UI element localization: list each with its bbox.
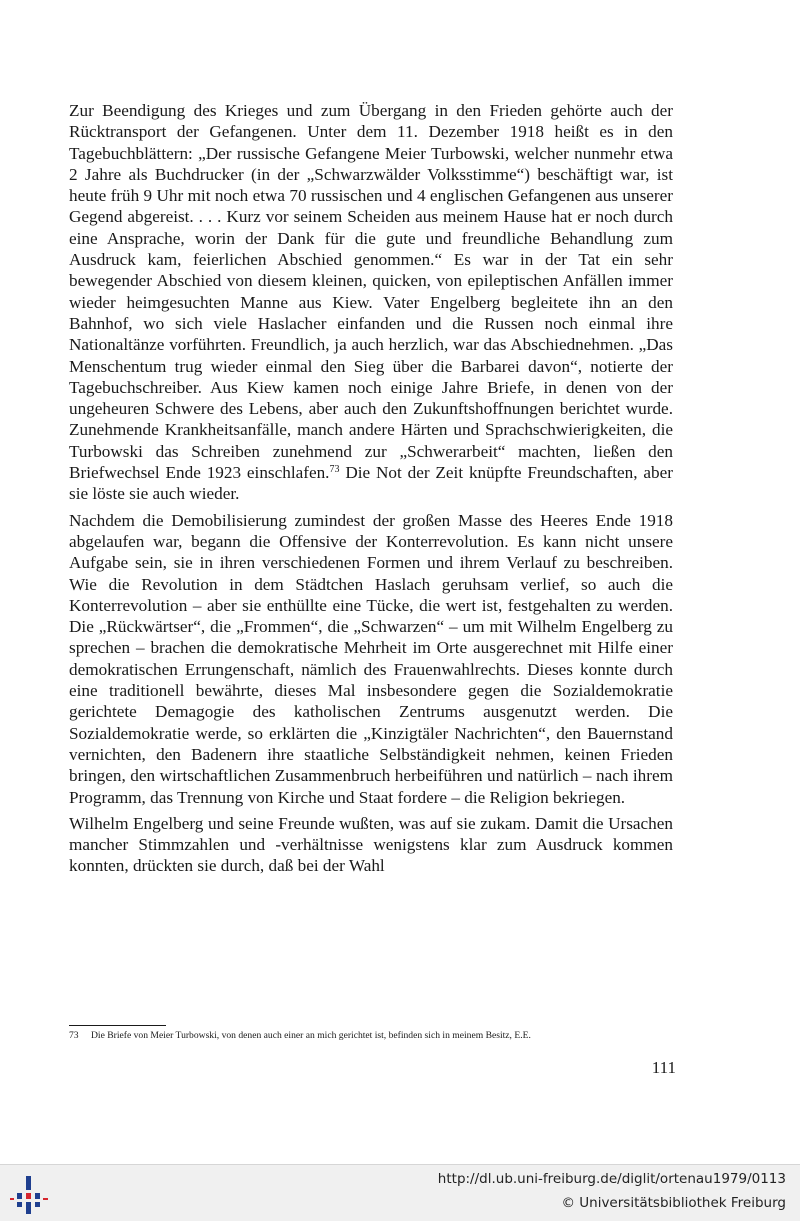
page-number: 111 xyxy=(651,1058,676,1077)
footnote-reference[interactable]: 73 xyxy=(329,464,340,476)
body-text xyxy=(69,100,673,877)
footnote-text: Die Briefe von Meier Turbowski, von denen auch einer an mich gerichtet ist, befinden sich in meinem Besitz, E.E. xyxy=(91,1030,531,1041)
footnote-number: 73 xyxy=(69,1030,79,1041)
footer-bar xyxy=(0,1164,800,1221)
paragraph-1-text: Zur Beendigung des Krieges und zum Übergang in den Frieden gehörte auch der Rücktransport der Gefangenen. Unter dem 11. Dezember 1918 heißt es in den Tagebuchblättern: „Der russische Gefangene Meier Turbowski, welcher nunmehr etwa 2 Jahre als Buchdrucker (in der „Schwarzwälder Volksstimme“) beschäftigt war, ist heute früh 9 Uhr mit noch etwa 70 russischen und 4 englischen Gefangenen aus unserer Gegend abgereist. . . . Kurz vor seinem Scheiden aus meinem Hause hat er noch durch eine Ansprache, worin der Dank für die gute und freundliche Behandlung zum Ausdruck kam, feierlichen Abschied genommen.“ Es war in der Tat ein sehr bewegender Abschied von diesem kleinen, quicken, von epileptischen Anfällen immer wieder heimgesuchten Manne aus Kiew. Vater Engelberg begleitete ihn an den Bahnhof, wo sich viele Haslacher einfanden und die Russen noch einmal ihre Nationaltänze vorführten. Freundlich, ja auch herzlich, war das Abschiednehmen. „Das Menschentum trug wieder einmal den Sieg über die Barbarei davon“, notierte der Tagebuchschreiber. Aus Kiew kamen noch einige Jahre Briefe, in denen von der ungeheuren Schwere des Lebens, aber auch den Zukunftshoffnungen berichtet wurde. Zunehmende Krankheitsanfälle, manch andere Härten und Sprachschwierigkeiten, die Turbowski das Schreiben zunehmend zur „Schwerarbeit“ machten, ließen den Briefwechsel Ende 1923 einschlafen. xyxy=(69,101,673,483)
paragraph-1 xyxy=(69,100,673,505)
footnote xyxy=(69,1030,675,1042)
paragraph-2: Nachdem die Demobilisierung zumindest der großen Masse des Heeres Ende 1918 abgelaufen war, begann die Offensive der Konterrevolution. Es kann nicht unsere Aufgabe sein, sie in ihren verschiedenen Formen und ihrem Verlauf zu beschreiben. Wie die Revolution in dem Städtchen Haslach geruhsam verlief, so auch die Konterrevolution – aber sie enthüllte eine Tücke, die wert ist, festgehalten zu werden. Die „Rückwärtser“, die „Frommen“, die „Schwarzen“ – um mit Wilhelm Engelberg zu sprechen – brachen die demokratische Mehrheit im Orte ausgerechnet mit Hilfe einer demokratischen Errungenschaft, nämlich des Frauenwahlrechts. Dieses konnte durch eine traditionell bewährte, dieses Mal insbesondere gegen die Sozialdemokratie gerichtete Demagogie des katholischen Zentrums ausgenutzt werden. Die Sozialdemokratie werde, so erklärten die „Kinzigtäler Nachrichten“, den Bauernstand vernichten, den Badenern ihre staatliche Selbständigkeit nehmen, keinen Frieden bringen, den wirtschaftlichen Zusammenbruch herbeiführen und natürlich – nach ihrem Programm, das Trennung von Kirche und Staat fordere – die Religion bekriegen. xyxy=(69,510,673,807)
ub-freiburg-logo-icon xyxy=(8,1173,52,1217)
paragraph-3: Wilhelm Engelberg und seine Freunde wußten, was auf sie zukam. Damit die Ursachen mancher Stimmzahlen und -verhältnisse wenigstens klar zum Ausdruck kommen konnten, drückten sie durch, daß bei der Wahl xyxy=(69,813,673,876)
footer-url-link[interactable]: http://dl.ub.uni-freiburg.de/diglit/ortenau1979/0113 xyxy=(437,1171,786,1187)
footer-copyright: © Universitätsbibliothek Freiburg xyxy=(561,1195,786,1211)
paragraph-1-tail: Die Not der Zeit knüpfte Freundschaften, aber sie löste sie auch wieder. xyxy=(69,463,673,504)
footnote-divider xyxy=(69,1025,166,1026)
